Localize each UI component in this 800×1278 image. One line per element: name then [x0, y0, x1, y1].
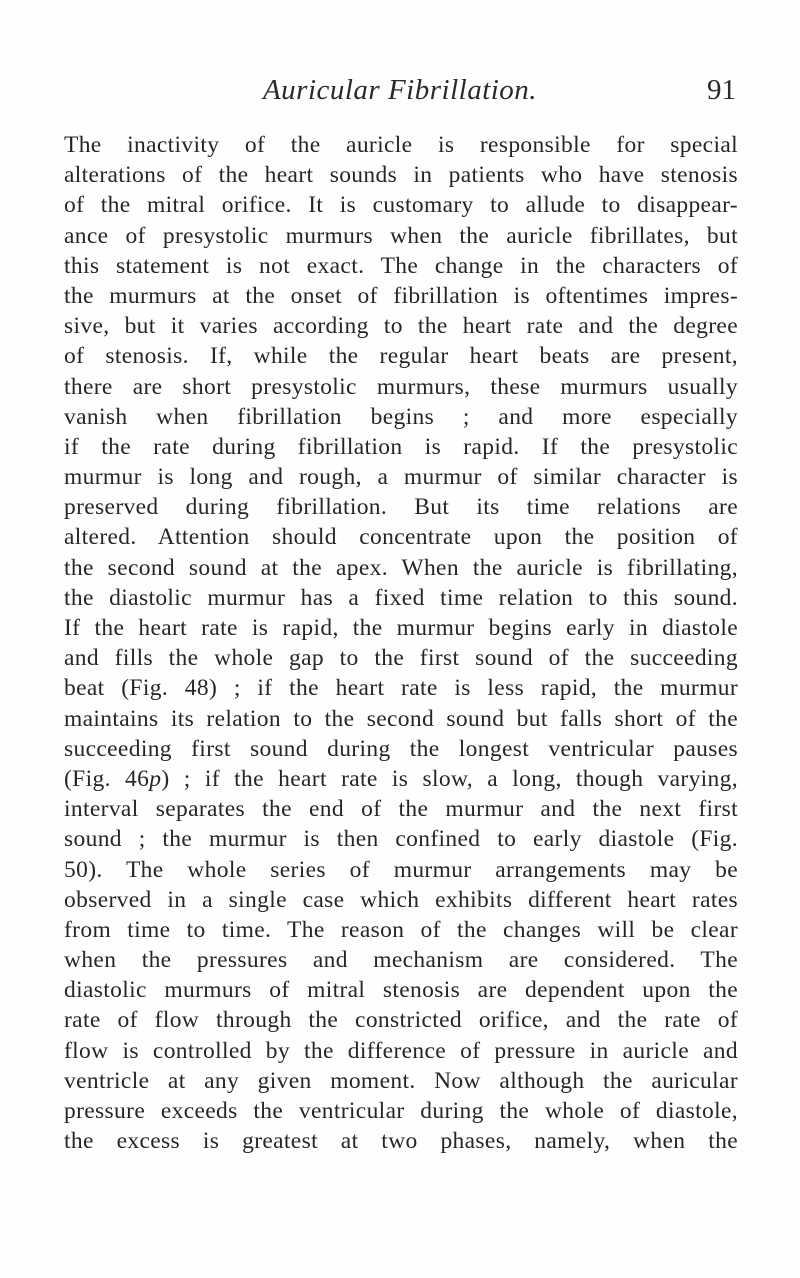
text-line: if the rate during fibrillation is rapid. If the presystolic [64, 433, 738, 460]
text-line: ance of presystolic murmurs when the auricle fibrillates, but [64, 222, 738, 249]
text-line: pressure exceeds the ventricular during the whole of diastole, [64, 1098, 738, 1124]
text-line: diastolic murmurs of mitral stenosis are dependent upon the [64, 977, 738, 1004]
text-line: vanish when fibrillation begins ; and more especially [64, 403, 738, 430]
text-line: ventricle at any given moment. Now although the auricular [64, 1067, 738, 1094]
running-head [64, 74, 736, 114]
page-number: 91 [707, 74, 736, 106]
text-line: If the heart rate is rapid, the murmur begins early in diastole [64, 615, 738, 641]
running-title: Auricular Fibrillation. [262, 74, 538, 106]
text-line: flow is controlled by the difference of pressure in auricle and [64, 1037, 738, 1064]
text-line: preserved during fibrillation. But its time relations are [64, 494, 738, 521]
text-line: this statement is not exact. The change in the characters of [64, 252, 738, 279]
text-line: sive, but it varies according to the heart rate and the degree [64, 313, 738, 340]
text-line: maintains its relation to the second sound but falls short of the [64, 705, 738, 732]
text-line: the excess is greatest at two phases, namely, when the [64, 1128, 738, 1155]
text-line: there are short presystolic murmurs, these murmurs usually [64, 373, 738, 400]
text-line: 50). The whole series of murmur arrangements may be [64, 856, 738, 883]
text-line: interval separates the end of the murmur and the next first [64, 796, 738, 823]
text-line: when the pressures and mechanism are considered. The [64, 947, 738, 974]
text-line: altered. Attention should concentrate upon the position of [64, 524, 738, 551]
text-line: The inactivity of the auricle is responsible for special [64, 132, 738, 158]
text-line: beat (Fig. 48) ; if the heart rate is less rapid, the murmur [64, 675, 738, 702]
text-line: observed in a single case which exhibits different heart rates [64, 886, 738, 913]
text-line: of stenosis. If, while the regular heart beats are present, [64, 343, 738, 370]
body-paragraph [64, 130, 738, 1156]
text-line: of the mitral orifice. It is customary to allude to disappear- [64, 192, 738, 219]
text-line: the second sound at the apex. When the auricle is fibrillating, [64, 554, 738, 581]
text-line: the murmurs at the onset of fibrillation is oftentimes impres- [64, 282, 738, 309]
text-line: from time to time. The reason of the changes will be clear [64, 916, 738, 943]
text-line: and fills the whole gap to the first sound of the succeeding [64, 645, 738, 672]
text-line: succeeding first sound during the longest ventricular pauses [64, 735, 738, 762]
text-line: alterations of the heart sounds in patients who have stenosis [64, 162, 738, 189]
text-line: (Fig. 46p) ; if the heart rate is slow, a long, though varying, [64, 765, 738, 792]
text-line: murmur is long and rough, a murmur of similar character is [64, 464, 738, 491]
figure-suffix: p [149, 765, 162, 792]
text-line: the diastolic murmur has a fixed time relation to this sound. [64, 584, 738, 611]
text-line: rate of flow through the constricted orifice, and the rate of [64, 1007, 738, 1034]
text-line: sound ; the murmur is then confined to early diastole (Fig. [64, 826, 738, 853]
